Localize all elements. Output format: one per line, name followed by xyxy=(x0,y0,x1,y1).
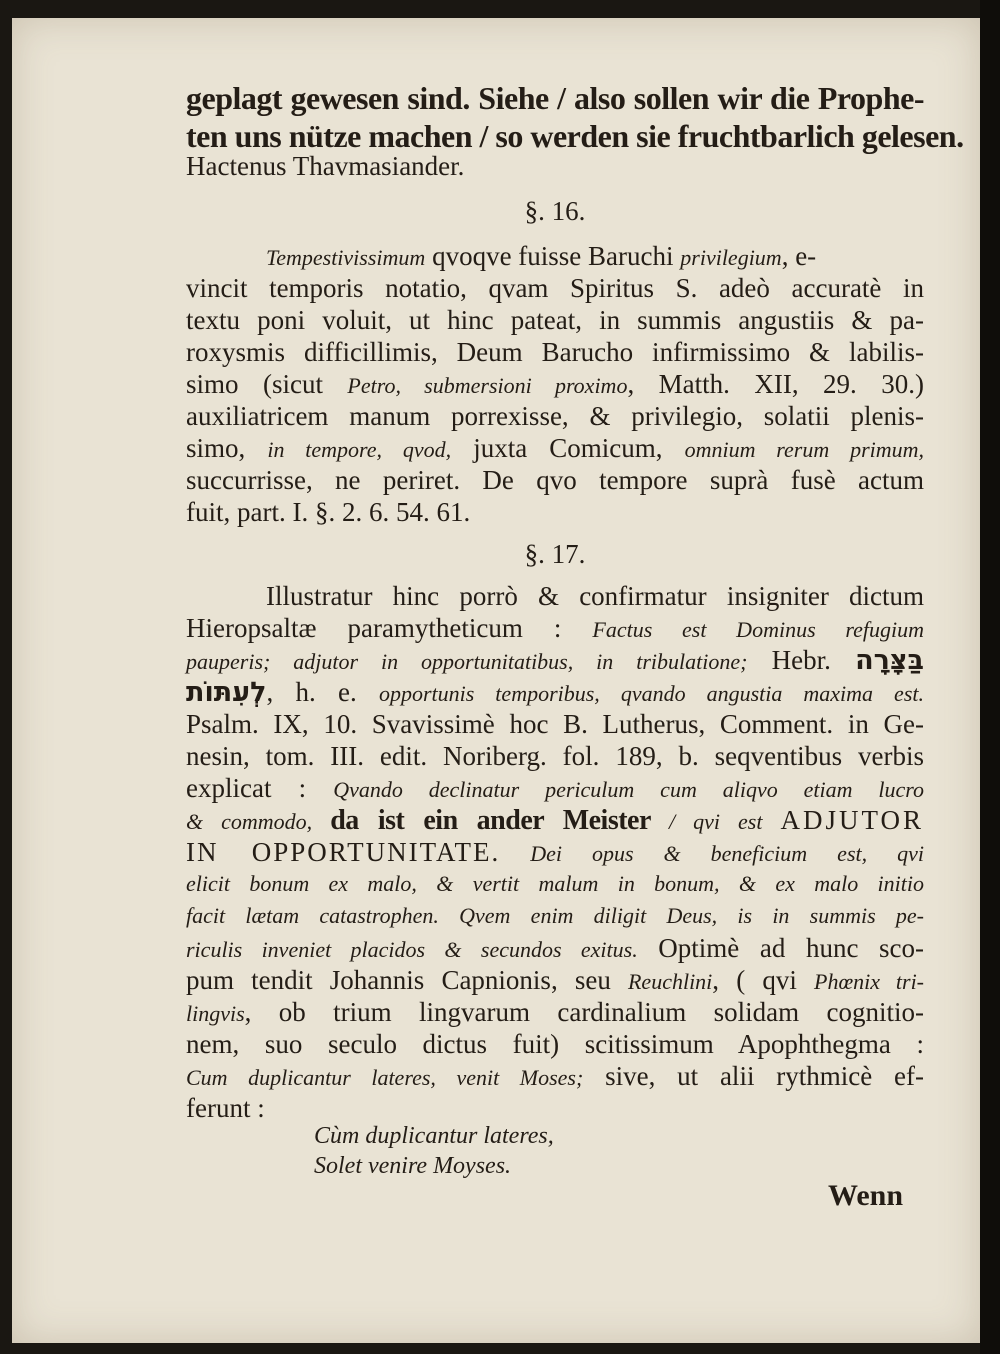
para17-line-14: lingvis, ob trium lingvarum cardinalium solidam cognitio- xyxy=(186,997,924,1027)
catchword: Wenn xyxy=(828,1179,904,1212)
para16-line-1: Tempestivissimum qvoqve fuisse Baruchi privilegium, e- xyxy=(266,241,817,271)
para17-line-3: pauperis; adjutor in opportunitatibus, in tribulatione; Hebr. בַּצָּרָה xyxy=(186,645,924,676)
para16-line-2: vincit temporis notatio, qvam Spiritus S. adeò accuratè in xyxy=(186,273,924,303)
para17-line-7: explicat : Qvando declinatur periculum cum aliqvo etiam lucro xyxy=(186,773,924,803)
para16-line-6: auxiliatricem manum porrexisse, & privilegio, solatii plenis- xyxy=(186,401,924,431)
para17-line-6: nesin, tom. III. edit. Noriberg. fol. 189, b. seqventibus verbis xyxy=(186,741,924,771)
para16-line-5: simo (sicut Petro, submersioni proximo, Matth. XII, 29. 30.) xyxy=(186,369,924,399)
line-2: ten uns nütze machen / so werden sie fruchtbarlich gelesen. xyxy=(186,118,964,154)
verse-line-2: Solet venire Moyses. xyxy=(314,1153,512,1179)
para17-line-13: pum tendit Johannis Capnionis, seu Reuchlini, ( qvi Phœnix tri- xyxy=(186,965,925,995)
para17-line-15: nem, suo seculo dictus fuit) scitissimum Apophthegma : xyxy=(186,1029,924,1059)
para17-line-5: Psalm. IX, 10. Svavissimè hoc B. Lutherus, Comment. in Ge- xyxy=(186,709,924,739)
para17-line-10: elicit bonum ex malo, & vertit malum in bonum, & ex malo initio xyxy=(186,871,924,896)
page-edge-shadow xyxy=(980,0,1000,1354)
para16-line-4: roxysmis difficillimis, Deum Barucho infirmissimo & labilis- xyxy=(186,337,924,367)
para16-line-9: fuit, part. I. §. 2. 6. 54. 61. xyxy=(186,497,471,527)
line-3: Hactenus Thavmasiander. xyxy=(186,151,465,181)
para17-line-16: Cum duplicantur lateres, venit Moses; sive, ut alii rythmicè ef- xyxy=(186,1061,924,1091)
para17-line-17: ferunt : xyxy=(186,1093,265,1123)
section-heading-17: §. 17. xyxy=(524,539,586,569)
para17-line-9: IN OPPORTUNITATE. Dei opus & beneficium est, qvi xyxy=(186,837,924,867)
para17-line-8: & commodo, da ist ein ander Meister / qvi est ADJUTOR xyxy=(186,805,924,836)
verse-line-1: Cùm duplicantur lateres, xyxy=(314,1123,554,1149)
section-heading-16: §. 16. xyxy=(524,196,586,226)
para16-line-8: succurrisse, ne periret. De qvo tempore suprà fusè actum xyxy=(186,465,924,495)
para17-line-2: Hieropsaltæ paramytheticum : Factus est Dominus refugium xyxy=(186,613,924,643)
para17-line-11: facit lætam catastrophen. Qvem enim diligit Deus, is in summis pe- xyxy=(186,903,924,928)
para16-line-3: textu poni voluit, ut hinc pateat, in summis angustiis & pa- xyxy=(186,305,924,335)
para16-line-7: simo, in tempore, qvod, juxta Comicum, omnium rerum primum, xyxy=(186,433,925,463)
para17-line-12: riculis inveniet placidos & secundos exitus. Optimè ad hunc sco- xyxy=(186,933,925,963)
para17-line-4: לְעִתּוֹת, h. e. opportunis temporibus, qvando angustia maxima est. xyxy=(186,677,924,708)
line-1: geplagt gewesen sind. Siehe / also sollen wir die Prophe- xyxy=(186,80,924,116)
para17-line-1: Illustratur hinc porrò & confirmatur insigniter dictum xyxy=(266,581,924,611)
